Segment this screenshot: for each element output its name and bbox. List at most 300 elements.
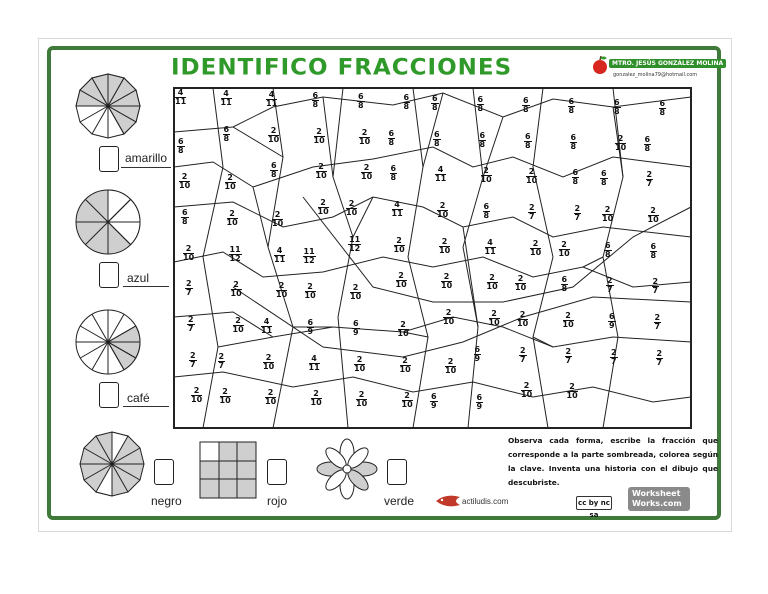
fraction-numerator: 2 [445,358,456,367]
fraction-label [476,394,484,411]
fraction-numerator: 6 [474,344,481,354]
fraction-denominator: 12 [229,253,241,263]
fraction-numerator: 2 [646,170,653,180]
fraction-denominator: 10 [393,244,405,254]
fraction-label [615,135,626,152]
fraction-label [445,358,456,375]
fraction-label [485,239,496,256]
fraction-label [481,167,492,184]
fraction-label [191,387,202,404]
fraction-denominator: 10 [313,135,325,145]
fraction-denominator: 10 [437,210,449,219]
fraction-denominator: 10 [443,317,455,326]
fraction-label [477,96,485,113]
fraction-label [402,392,413,409]
fraction-numerator: 2 [394,237,405,246]
fraction-denominator: 12 [349,243,361,253]
fraction-label [613,99,621,116]
fraction-denominator: 9 [609,321,615,330]
fraction-denominator: 11 [484,246,496,256]
fraction-denominator: 7 [529,212,535,221]
fraction-denominator: 7 [190,359,196,369]
fraction-label [221,90,232,107]
fraction-label [574,205,582,222]
brand-text: actiludis.com [462,497,509,506]
fraction-label [346,200,357,217]
fraction-numerator: 6 [388,128,395,138]
fraction-label [225,174,236,191]
fraction-label [648,207,659,224]
fraction-label [644,136,652,153]
fraction-denominator: 10 [346,208,358,217]
fraction-label [517,311,528,328]
fraction-denominator: 7 [186,288,192,298]
fraction-label [650,243,658,260]
fraction-denominator: 8 [271,170,277,180]
fraction-denominator: 7 [654,322,661,331]
fraction-denominator: 10 [441,281,453,291]
fraction-label [530,240,541,257]
fraction-numerator: 6 [523,96,529,105]
fraction-denominator: 7 [188,324,194,333]
fraction-denominator: 8 [561,284,568,294]
fraction-numerator: 2 [233,317,244,326]
fraction-denominator: 8 [182,217,188,226]
fraction-numerator: 2 [265,389,276,398]
answer-box-amarillo[interactable] [99,146,119,172]
fraction-label [563,312,574,329]
fraction-label [519,347,527,364]
fraction-numerator: 2 [356,391,367,400]
fraction-label [524,133,532,150]
fraction-numerator: 2 [402,392,413,401]
answer-box-rojo[interactable] [267,459,287,485]
fraction-numerator: 2 [311,390,322,399]
page-title: IDENTIFICO FRACCIONES [171,55,513,81]
fraction-label [652,278,660,295]
fraction-denominator: 10 [647,215,659,224]
fraction-label [348,236,361,253]
fraction-denominator: 10 [224,182,236,192]
fraction-numerator: 2 [188,315,194,324]
fraction-denominator: 10 [315,171,327,181]
fraction-numerator: 2 [563,312,574,321]
fraction-denominator: 10 [361,172,373,182]
fraction-denominator: 7 [520,354,526,364]
fraction-denominator: 10 [304,291,316,301]
author-badge [591,53,724,83]
key-underline [123,406,169,407]
fraction-denominator: 10 [265,397,277,407]
fraction-numerator: 4 [392,201,403,210]
fraction-label [606,277,614,294]
fraction-numerator: 2 [526,168,537,177]
fraction-label [521,382,532,399]
fraction-numerator: 2 [481,167,492,176]
fraction-denominator: 8 [403,102,410,111]
instructions-text: Observa cada forma, escribe la fracción que corresponde a la parte sombreada, colorea según la clave. Inventa una historia con el dibujo que descubriste. [508,436,718,487]
fraction-label [357,93,365,110]
fraction-denominator: 10 [395,280,407,290]
fraction-denominator: 8 [483,211,490,220]
fraction-label [392,201,403,218]
fraction-denominator: 11 [391,209,403,218]
fraction-label [265,389,276,406]
fraction-denominator: 10 [602,214,614,223]
fraction-label [400,357,411,374]
fraction-denominator: 9 [474,353,481,363]
fraction-denominator: 8 [614,107,620,116]
fraction-numerator: 2 [654,313,661,322]
fraction-denominator: 11 [435,174,447,184]
fraction-label [394,237,405,254]
fraction-denominator: 7 [607,285,613,295]
fraction-numerator: 2 [611,347,617,357]
fraction-label [390,165,398,182]
fraction-label [489,310,500,327]
fraction-numerator: 4 [261,318,272,327]
fraction-label [487,274,498,291]
answer-box-negro[interactable] [154,459,174,485]
fraction-label [189,352,197,369]
fraction-label [431,95,439,112]
fraction-numerator: 11 [349,234,361,244]
fraction-label [474,346,482,363]
fraction-denominator: 7 [218,360,225,370]
fraction-label [522,97,530,114]
fraction-denominator: 10 [219,396,231,406]
fraction-numerator: 2 [231,281,242,290]
fraction-numerator: 11 [303,246,315,256]
fraction-denominator: 8 [644,143,651,153]
fraction-label [312,92,320,109]
fraction-label [181,209,189,226]
fraction-numerator: 2 [179,173,190,182]
fraction-label [303,248,316,265]
fraction-label [608,313,616,330]
fraction-denominator: 8 [390,173,397,183]
fraction-numerator: 2 [227,210,238,219]
key-underline [123,286,169,287]
fraction-label [185,280,193,297]
circle-twelfths-icon [75,309,141,375]
fraction-numerator: 4 [175,89,186,98]
fraction-denominator: 8 [432,103,438,112]
fraction-numerator: 6 [561,275,568,285]
fraction-numerator: 6 [358,92,364,101]
fraction-denominator: 11 [175,97,187,106]
fraction-denominator: 11 [308,362,320,372]
fraction-label [314,128,325,145]
fraction-denominator: 8 [479,139,486,149]
fraction-numerator: 6 [614,98,620,107]
fraction-denominator: 10 [350,292,362,302]
fraction-denominator: 8 [570,141,577,151]
fraction-denominator: 10 [183,252,195,262]
fraction-numerator: 2 [530,240,541,249]
fraction-numerator: 2 [398,321,409,330]
fraction-numerator: 2 [559,241,570,250]
fraction-numerator: 6 [403,93,410,102]
answer-box-azul[interactable] [99,262,119,288]
fraction-numerator: 4 [309,355,320,364]
fraction-label [388,130,396,147]
fraction-denominator: 9 [353,328,359,337]
fraction-denominator: 10 [439,245,451,255]
fraction-denominator: 11 [220,98,232,107]
fraction-denominator: 8 [572,177,579,187]
fraction-numerator: 2 [574,204,581,213]
fraction-denominator: 8 [601,178,607,188]
fraction-denominator: 10 [488,318,500,327]
fraction-numerator: 2 [652,277,659,287]
fraction-label [437,202,448,219]
fraction-denominator: 8 [388,137,395,147]
fraction-label [433,131,441,148]
fraction-label [430,393,438,410]
fraction-label [352,320,360,337]
square-grid-icon [199,441,257,499]
fraction-denominator: 10 [445,365,457,375]
fraction-numerator: 4 [435,166,446,175]
fraction-numerator: 6 [479,130,486,140]
fraction-denominator: 10 [317,207,329,216]
fraction-label [227,210,238,227]
fraction-label [659,100,667,117]
fraction-numerator: 2 [272,211,283,220]
fraction-label [398,321,409,338]
fraction-denominator: 10 [354,363,366,373]
fraction-denominator: 9 [476,402,483,412]
fraction-denominator: 10 [268,134,280,144]
fraction-numerator: 4 [274,247,285,256]
fraction-numerator: 2 [521,382,532,391]
fraction-numerator: 2 [396,272,407,281]
key-label-rojo: rojo [267,494,288,508]
fraction-label [272,211,283,228]
fraction-numerator: 6 [650,241,657,251]
fraction-label [307,319,315,336]
fraction-denominator: 7 [574,213,581,222]
fraction-numerator: 2 [439,238,450,247]
fraction-numerator: 2 [314,128,325,137]
fraction-label [231,281,242,298]
fraction-numerator: 2 [276,282,287,291]
fraction-numerator: 6 [178,136,184,146]
fraction-numerator: 2 [218,351,225,361]
fraction-denominator: 8 [477,104,484,113]
fraction-denominator: 10 [359,136,371,146]
dodecagon-pie-icon [75,73,141,139]
fraction-denominator: 10 [179,181,191,191]
worksheet-page [38,38,732,532]
fraction-denominator: 10 [276,290,288,300]
creative-commons-badge: cc by nc sa [576,496,612,510]
fraction-numerator: 2 [443,309,454,318]
fraction-label [656,350,664,367]
fraction-numerator: 6 [431,392,437,402]
fraction-denominator: 11 [266,99,278,108]
fraction-numerator: 6 [434,129,440,139]
fraction-numerator: 6 [605,240,611,250]
fraction-numerator: 2 [305,283,316,292]
fraction-numerator: 2 [354,356,365,365]
fraction-numerator: 6 [572,168,579,178]
fraction-numerator: 2 [648,207,659,216]
fraction-label [435,166,446,183]
fraction-label [441,273,452,290]
fraction-numerator: 2 [268,127,279,136]
fraction-denominator: 10 [226,218,238,227]
fraction-label [187,316,195,333]
circle-eighths-icon [75,189,141,255]
fraction-numerator: 4 [485,239,496,248]
fraction-denominator: 10 [397,329,409,338]
fraction-denominator: 10 [526,176,538,186]
fraction-label [361,164,372,181]
key-underline [121,167,171,168]
fraction-denominator: 10 [272,219,284,228]
fraction-label [316,163,327,180]
fraction-label [602,206,613,223]
fraction-numerator: 4 [221,90,232,99]
fraction-label [359,129,370,146]
fraction-label [570,134,578,151]
actiludis-logo [434,491,509,515]
fraction-label [309,355,320,372]
fraction-numerator: 2 [400,357,411,366]
fraction-denominator: 8 [434,138,440,148]
fraction-label [356,391,367,408]
flower-petals-icon [314,437,380,501]
fraction-denominator: 10 [558,248,570,258]
key-label-cafe: café [127,391,150,405]
fraction-label [654,314,662,331]
fraction-denominator: 10 [232,325,244,334]
fraction-denominator: 7 [611,356,617,366]
fraction-denominator: 10 [480,175,492,185]
fraction-denominator: 10 [263,361,275,371]
fraction-label [443,309,454,326]
fraction-label [559,241,570,258]
fraction-numerator: 6 [525,131,531,141]
fraction-denominator: 10 [310,398,322,408]
fraction-denominator: 8 [223,133,230,143]
fraction-denominator: 10 [486,282,498,292]
fraction-numerator: 6 [476,393,483,403]
fraction-denominator: 10 [530,247,542,257]
fraction-denominator: 8 [650,250,657,260]
fraction-label [318,199,329,216]
fraction-numerator: 6 [271,161,277,171]
author-name: MTRO. JESÚS GONZÁLEZ MOLINA [609,59,726,68]
fraction-label [220,388,231,405]
fraction-label [439,238,450,255]
bird-logo-icon [434,491,462,511]
fraction-numerator: 2 [529,203,535,212]
fraction-numerator: 2 [607,276,613,286]
fraction-label [263,354,274,371]
fraction-denominator: 10 [401,400,413,410]
fraction-numerator: 2 [361,164,372,173]
fraction-denominator: 8 [358,101,364,110]
fraction-label [177,138,185,155]
fraction-numerator: 6 [568,97,575,106]
fraction-label [183,245,194,262]
fraction-numerator: 6 [182,208,188,217]
fraction-numerator: 6 [644,134,651,144]
fraction-denominator: 10 [517,319,529,328]
fraction-numerator: 6 [477,95,484,104]
fraction-numerator: 2 [565,346,572,356]
fraction-label [274,247,285,264]
fraction-numerator: 6 [601,169,607,179]
fraction-denominator: 10 [356,399,368,409]
fraction-label [479,132,487,149]
fraction-denominator: 8 [523,105,529,114]
fraction-label [646,171,654,188]
fraction-numerator: 6 [223,124,230,134]
fraction-label [270,162,278,179]
fraction-numerator: 2 [489,310,500,319]
fraction-numerator: 6 [570,132,577,142]
fraction-numerator: 6 [483,202,490,211]
fraction-label [483,203,491,220]
fraction-numerator: 6 [432,94,438,103]
fraction-numerator: 2 [359,129,370,138]
fraction-label [610,349,618,366]
fraction-numerator: 2 [515,275,526,284]
fraction-denominator: 8 [312,100,319,109]
fraction-numerator: 6 [390,164,397,174]
fraction-denominator: 10 [521,390,533,400]
fraction-denominator: 10 [515,283,527,293]
fraction-denominator: 10 [615,142,627,152]
fraction-numerator: 2 [656,348,663,358]
fraction-denominator: 10 [230,289,242,299]
fraction-label [515,275,526,292]
fraction-numerator: 2 [183,245,194,254]
fraction-numerator: 2 [602,206,613,215]
fraction-label [565,348,573,365]
fraction-numerator: 2 [225,174,236,183]
fraction-label [268,127,279,144]
fraction-denominator: 11 [261,326,273,335]
fraction-denominator: 12 [303,255,315,265]
author-email: gonzalez_molina79@hotmail.com [613,72,698,78]
fraction-numerator: 2 [263,354,274,363]
fraction-label [311,390,322,407]
answer-box-cafe[interactable] [99,382,119,408]
answer-box-verde[interactable] [387,459,407,485]
fraction-numerator: 2 [350,284,361,293]
fraction-numerator: 2 [220,388,231,397]
key-label-verde: verde [384,494,415,508]
fraction-numerator: 6 [353,319,359,328]
fraction-label [223,126,231,143]
fraction-label [175,89,186,106]
worksheet-works-logo: Worksheet Works.com [628,487,690,511]
fraction-numerator: 2 [520,345,526,355]
fraction-numerator: 2 [316,163,327,172]
fraction-numerator: 4 [266,91,277,100]
fraction-denominator: 8 [525,140,531,150]
fraction-numerator: 2 [615,135,626,144]
fraction-numerator: 2 [567,383,578,392]
octagon-pie-icon [79,431,145,497]
fraction-denominator: 8 [568,106,575,115]
fraction-label [568,98,576,115]
